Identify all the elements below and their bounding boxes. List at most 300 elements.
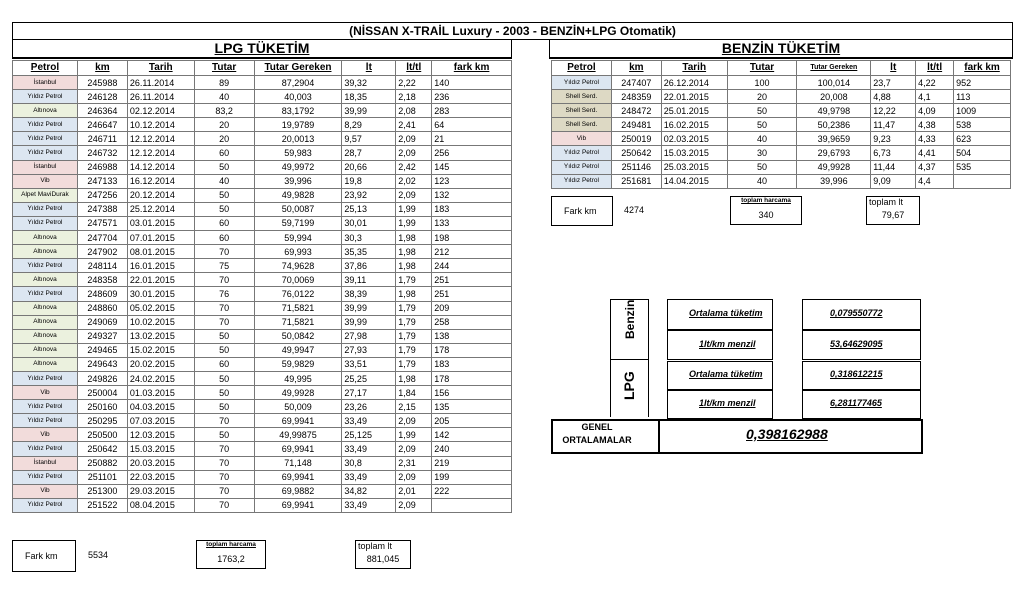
- km-cell: 248472: [611, 104, 661, 118]
- fark-cell: 132: [432, 188, 512, 202]
- tutar-cell: 60: [194, 357, 254, 371]
- tutar-cell: 50: [194, 400, 254, 414]
- km-cell: 250882: [77, 456, 127, 470]
- km-cell: 249481: [611, 118, 661, 132]
- lt-cell: 28,7: [342, 146, 396, 160]
- tarih-cell: 25.03.2015: [661, 160, 727, 174]
- lt-cell: 27,17: [342, 386, 396, 400]
- gereken-cell: 70,0069: [254, 273, 342, 287]
- ltl-cell: 2,01: [396, 484, 432, 498]
- ltl-cell: 2,08: [396, 104, 432, 118]
- tutar-cell: 60: [194, 216, 254, 230]
- km-cell: 251681: [611, 174, 661, 188]
- tarih-cell: 10.02.2015: [127, 315, 194, 329]
- station-cell: Shell Serd.: [552, 90, 612, 104]
- gereken-cell: 69,993: [254, 245, 342, 259]
- tutar-cell: 20: [194, 118, 254, 132]
- lt-cell: 19,8: [342, 174, 396, 188]
- km-cell: 246988: [77, 160, 127, 174]
- lpg-row: [13, 386, 512, 400]
- lpg-row: [13, 132, 512, 146]
- lt-cell: 11,44: [871, 160, 916, 174]
- ltl-cell: 4,33: [916, 132, 954, 146]
- gereken-cell: 59,994: [254, 231, 342, 245]
- gereken-cell: 20,008: [797, 90, 871, 104]
- fark-cell: [432, 498, 512, 512]
- fark-cell: 133: [432, 216, 512, 230]
- lt-cell: 30,8: [342, 456, 396, 470]
- tutar-cell: 20: [194, 132, 254, 146]
- tarih-cell: 25.12.2014: [127, 202, 194, 216]
- tutar-cell: 50: [194, 386, 254, 400]
- fark-cell: 140: [432, 76, 512, 90]
- lpg-toplam-harcama-value: 1763,2: [217, 554, 245, 564]
- station-cell: Yıldız Petrol: [13, 132, 78, 146]
- gereken-cell: 49,9828: [254, 188, 342, 202]
- fark-cell: 251: [432, 287, 512, 301]
- ltl-cell: 1,99: [396, 202, 432, 216]
- km-cell: 250500: [77, 428, 127, 442]
- lt-cell: 23,26: [342, 400, 396, 414]
- tutar-cell: 30: [727, 146, 797, 160]
- lpg-row: [13, 470, 512, 484]
- tutar-cell: 70: [194, 470, 254, 484]
- station-cell: Altınova: [13, 104, 78, 118]
- lpg-header-2: Tarih: [127, 61, 194, 76]
- benzin-table: [551, 60, 1011, 189]
- benzin-row: [552, 174, 1011, 188]
- lpg-row: [13, 428, 512, 442]
- lt-cell: 25,25: [342, 371, 396, 385]
- tarih-cell: 20.02.2015: [127, 357, 194, 371]
- gereken-cell: 49,995: [254, 371, 342, 385]
- benzin-header-2: Tarih: [661, 61, 727, 76]
- fark-cell: 199: [432, 470, 512, 484]
- ltl-cell: 1,98: [396, 231, 432, 245]
- fark-cell: 283: [432, 104, 512, 118]
- genel-ortalama-value: 0,398162988: [746, 426, 828, 442]
- station-cell: Yıldız Petrol: [13, 118, 78, 132]
- tarih-cell: 02.03.2015: [661, 132, 727, 146]
- ltl-cell: 1,84: [396, 386, 432, 400]
- lpg-row: [13, 245, 512, 259]
- fark-cell: 64: [432, 118, 512, 132]
- lt-cell: 8,29: [342, 118, 396, 132]
- fark-cell: [954, 174, 1011, 188]
- tarih-cell: 22.01.2015: [661, 90, 727, 104]
- ltl-cell: 1,98: [396, 287, 432, 301]
- tarih-cell: 24.02.2015: [127, 371, 194, 385]
- km-cell: 246128: [77, 90, 127, 104]
- ltl-cell: 2,09: [396, 498, 432, 512]
- summary-divider: [610, 359, 648, 360]
- benzin-fark-km-value: 4274: [624, 205, 645, 215]
- tutar-cell: 70: [194, 301, 254, 315]
- tutar-cell: 70: [194, 484, 254, 498]
- tarih-cell: 07.03.2015: [127, 414, 194, 428]
- gereken-cell: 49,99875: [254, 428, 342, 442]
- lt-cell: 27,98: [342, 329, 396, 343]
- ltl-cell: 2,22: [396, 76, 432, 90]
- benzin-header-6: lt/tl: [916, 61, 954, 76]
- gereken-cell: 50,009: [254, 400, 342, 414]
- km-cell: 250295: [77, 414, 127, 428]
- gereken-cell: 29,6793: [797, 146, 871, 160]
- tutar-cell: 40: [194, 174, 254, 188]
- tutar-cell: 50: [194, 188, 254, 202]
- station-cell: Vib: [13, 386, 78, 400]
- km-cell: 247571: [77, 216, 127, 230]
- tutar-cell: 50: [727, 118, 797, 132]
- lpg-row: [13, 231, 512, 245]
- ltl-cell: 2,02: [396, 174, 432, 188]
- km-cell: 250642: [611, 146, 661, 160]
- fark-cell: 212: [432, 245, 512, 259]
- lt-cell: 39,11: [342, 273, 396, 287]
- lpg-ort-label: Ortalama tüketim: [689, 369, 763, 379]
- benzin-toplam-harcama-value: 340: [758, 210, 774, 220]
- lt-cell: 34,82: [342, 484, 396, 498]
- km-cell: 250019: [611, 132, 661, 146]
- fark-cell: 198: [432, 231, 512, 245]
- lpg-table: [12, 60, 512, 513]
- lt-cell: 39,99: [342, 104, 396, 118]
- ltl-cell: 1,98: [396, 259, 432, 273]
- ltl-cell: 1,79: [396, 315, 432, 329]
- tutar-cell: 20: [727, 90, 797, 104]
- ltl-cell: 1,99: [396, 216, 432, 230]
- lpg-section-title: LPG TÜKETİM: [12, 39, 512, 59]
- benzin-fark-km-box: [551, 196, 613, 226]
- tutar-cell: 50: [727, 104, 797, 118]
- km-cell: 248359: [611, 90, 661, 104]
- km-cell: 248609: [77, 287, 127, 301]
- tutar-cell: 70: [194, 498, 254, 512]
- tutar-cell: 70: [194, 456, 254, 470]
- lt-cell: 30,3: [342, 231, 396, 245]
- gereken-cell: 49,9972: [254, 160, 342, 174]
- lpg-fark-km-label: Fark km: [25, 551, 58, 561]
- fark-cell: 258: [432, 315, 512, 329]
- fark-cell: 236: [432, 90, 512, 104]
- gereken-cell: 39,996: [254, 174, 342, 188]
- tutar-cell: 100: [727, 76, 797, 90]
- km-cell: 246711: [77, 132, 127, 146]
- lpg-row: [13, 400, 512, 414]
- benzin-header-4: Tutar Gereken: [797, 61, 871, 76]
- tarih-cell: 15.02.2015: [127, 343, 194, 357]
- lt-cell: 23,92: [342, 188, 396, 202]
- km-cell: 246647: [77, 118, 127, 132]
- benzin-menzil-value: 53,64629095: [830, 339, 883, 349]
- benzin-toplam-lt-label: toplam lt: [869, 197, 904, 207]
- fark-cell: 240: [432, 442, 512, 456]
- gereken-cell: 69,9941: [254, 470, 342, 484]
- station-cell: Yıldız Petrol: [13, 470, 78, 484]
- ltl-cell: 1,79: [396, 357, 432, 371]
- fark-cell: 244: [432, 259, 512, 273]
- tutar-cell: 70: [194, 245, 254, 259]
- lt-cell: 33,49: [342, 470, 396, 484]
- station-cell: Vib: [13, 174, 78, 188]
- station-cell: Altınova: [13, 329, 78, 343]
- tarih-cell: 14.12.2014: [127, 160, 194, 174]
- km-cell: 251522: [77, 498, 127, 512]
- tarih-cell: 10.12.2014: [127, 118, 194, 132]
- tarih-cell: 16.12.2014: [127, 174, 194, 188]
- gereken-cell: 76,0122: [254, 287, 342, 301]
- ltl-cell: 1,79: [396, 273, 432, 287]
- gereken-cell: 49,9947: [254, 343, 342, 357]
- km-cell: 247388: [77, 202, 127, 216]
- lt-cell: 27,93: [342, 343, 396, 357]
- gereken-cell: 69,9941: [254, 442, 342, 456]
- lt-cell: 23,7: [871, 76, 916, 90]
- fark-cell: 145: [432, 160, 512, 174]
- fark-cell: 256: [432, 146, 512, 160]
- lpg-row: [13, 259, 512, 273]
- benzin-toplam-lt-value: 79,67: [881, 210, 905, 220]
- lpg-row: [13, 287, 512, 301]
- lt-cell: 6,73: [871, 146, 916, 160]
- station-cell: Yıldız Petrol: [13, 442, 78, 456]
- fark-cell: 21: [432, 132, 512, 146]
- lt-cell: 39,32: [342, 76, 396, 90]
- station-cell: Altınova: [13, 273, 78, 287]
- fark-cell: 952: [954, 76, 1011, 90]
- fark-cell: 219: [432, 456, 512, 470]
- station-cell: Shell Serd.: [552, 118, 612, 132]
- tarih-cell: 03.01.2015: [127, 216, 194, 230]
- tutar-cell: 50: [194, 160, 254, 174]
- benzin-row: [552, 104, 1011, 118]
- lpg-row: [13, 104, 512, 118]
- ltl-cell: 4,38: [916, 118, 954, 132]
- benzin-fark-km-label: Fark km: [564, 206, 597, 216]
- km-cell: 246732: [77, 146, 127, 160]
- genel-divider: [658, 419, 660, 454]
- station-cell: İstanbul: [13, 76, 78, 90]
- ltl-cell: 2,18: [396, 90, 432, 104]
- tutar-cell: 40: [727, 132, 797, 146]
- km-cell: 246364: [77, 104, 127, 118]
- lpg-row: [13, 498, 512, 512]
- genel-ortalama-label: GENEL ORTALAMALAR: [562, 422, 632, 445]
- station-cell: Yıldız Petrol: [13, 259, 78, 273]
- lt-cell: 4,88: [871, 90, 916, 104]
- tutar-cell: 70: [194, 273, 254, 287]
- ltl-cell: 2,41: [396, 118, 432, 132]
- station-cell: Altınova: [13, 231, 78, 245]
- ltl-cell: 1,79: [396, 329, 432, 343]
- lt-cell: 39,99: [342, 315, 396, 329]
- tutar-cell: 89: [194, 76, 254, 90]
- tutar-cell: 50: [727, 160, 797, 174]
- benzin-row: [552, 146, 1011, 160]
- gereken-cell: 69,9941: [254, 414, 342, 428]
- lpg-row: [13, 188, 512, 202]
- tarih-cell: 26.11.2014: [127, 90, 194, 104]
- lpg-ort-value: 0,318612215: [830, 369, 883, 379]
- tutar-cell: 75: [194, 259, 254, 273]
- lpg-header-0: Petrol: [13, 61, 78, 76]
- lpg-header-4: Tutar Gereken: [254, 61, 342, 76]
- fark-cell: 183: [432, 202, 512, 216]
- station-cell: Yıldız Petrol: [13, 498, 78, 512]
- gereken-cell: 59,9829: [254, 357, 342, 371]
- tarih-cell: 15.03.2015: [661, 146, 727, 160]
- km-cell: 250004: [77, 386, 127, 400]
- tutar-cell: 60: [194, 146, 254, 160]
- lt-cell: 9,57: [342, 132, 396, 146]
- fark-cell: 156: [432, 386, 512, 400]
- lpg-row: [13, 146, 512, 160]
- benzin-header-0: Petrol: [552, 61, 612, 76]
- tarih-cell: 13.02.2015: [127, 329, 194, 343]
- gereken-cell: 40,003: [254, 90, 342, 104]
- tutar-cell: 70: [194, 442, 254, 456]
- lt-cell: 9,09: [871, 174, 916, 188]
- fark-cell: 178: [432, 371, 512, 385]
- ltl-cell: 1,79: [396, 301, 432, 315]
- lt-cell: 37,86: [342, 259, 396, 273]
- benzin-row: [552, 76, 1011, 90]
- tarih-cell: 01.03.2015: [127, 386, 194, 400]
- benzin-header-3: Tutar: [727, 61, 797, 76]
- station-cell: Altınova: [13, 301, 78, 315]
- tutar-cell: 40: [727, 174, 797, 188]
- lt-cell: 25,125: [342, 428, 396, 442]
- km-cell: 248358: [77, 273, 127, 287]
- lpg-menzil-label: 1lt/km menzil: [699, 398, 756, 408]
- benzin-header-5: lt: [871, 61, 916, 76]
- tarih-cell: 05.02.2015: [127, 301, 194, 315]
- lpg-row: [13, 315, 512, 329]
- ltl-cell: 4,09: [916, 104, 954, 118]
- station-cell: Alpet MaviDurak: [13, 188, 78, 202]
- lpg-header-7: fark km: [432, 61, 512, 76]
- fark-cell: 205: [432, 414, 512, 428]
- station-cell: Yıldız Petrol: [13, 287, 78, 301]
- lpg-fark-km-value: 5534: [88, 550, 109, 560]
- fark-cell: 251: [432, 273, 512, 287]
- benzin-toplam-lt-box: [866, 196, 920, 225]
- benzin-row: [552, 132, 1011, 146]
- ltl-cell: 2,09: [396, 132, 432, 146]
- lt-cell: 35,35: [342, 245, 396, 259]
- fark-cell: 113: [954, 90, 1011, 104]
- lpg-row: [13, 174, 512, 188]
- lpg-toplam-lt-box: [355, 540, 411, 569]
- tutar-cell: 40: [194, 90, 254, 104]
- gereken-cell: 20,0013: [254, 132, 342, 146]
- lpg-row: [13, 118, 512, 132]
- lpg-header-6: lt/tl: [396, 61, 432, 76]
- ltl-cell: 2,42: [396, 160, 432, 174]
- km-cell: 245988: [77, 76, 127, 90]
- benzin-row: [552, 118, 1011, 132]
- gereken-cell: 39,996: [797, 174, 871, 188]
- lt-cell: 38,39: [342, 287, 396, 301]
- gereken-cell: 49,9798: [797, 104, 871, 118]
- ltl-cell: 4,1: [916, 90, 954, 104]
- benzin-ort-label: Ortalama tüketim: [689, 308, 763, 318]
- tutar-cell: 50: [194, 329, 254, 343]
- gereken-cell: 49,9928: [254, 386, 342, 400]
- station-cell: Altınova: [13, 315, 78, 329]
- tarih-cell: 02.12.2014: [127, 104, 194, 118]
- station-cell: Yıldız Petrol: [13, 400, 78, 414]
- lpg-header-1: km: [77, 61, 127, 76]
- lpg-fark-km-box: [12, 540, 76, 572]
- lt-cell: 11,47: [871, 118, 916, 132]
- tarih-cell: 26.11.2014: [127, 76, 194, 90]
- gereken-cell: 50,0087: [254, 202, 342, 216]
- station-cell: Altınova: [13, 343, 78, 357]
- station-cell: Yıldız Petrol: [552, 160, 612, 174]
- tarih-cell: 22.03.2015: [127, 470, 194, 484]
- lpg-row: [13, 160, 512, 174]
- fark-cell: 183: [432, 357, 512, 371]
- ltl-cell: 1,79: [396, 343, 432, 357]
- lpg-header-5: lt: [342, 61, 396, 76]
- lpg-row: [13, 414, 512, 428]
- tarih-cell: 16.02.2015: [661, 118, 727, 132]
- tutar-cell: 50: [194, 202, 254, 216]
- summary-lpg-label: LPG: [621, 371, 637, 400]
- fark-cell: 135: [432, 400, 512, 414]
- lpg-row: [13, 329, 512, 343]
- ltl-cell: 2,15: [396, 400, 432, 414]
- benzin-header-1: km: [611, 61, 661, 76]
- gereken-cell: 74,9628: [254, 259, 342, 273]
- km-cell: 247704: [77, 231, 127, 245]
- tutar-cell: 70: [194, 414, 254, 428]
- ltl-cell: 1,98: [396, 371, 432, 385]
- gereken-cell: 71,5821: [254, 301, 342, 315]
- tarih-cell: 14.04.2015: [661, 174, 727, 188]
- lpg-row: [13, 442, 512, 456]
- km-cell: 248860: [77, 301, 127, 315]
- lpg-row: [13, 90, 512, 104]
- station-cell: İstanbul: [13, 160, 78, 174]
- km-cell: 249826: [77, 371, 127, 385]
- km-cell: 251101: [77, 470, 127, 484]
- fark-cell: 538: [954, 118, 1011, 132]
- lt-cell: 39,99: [342, 301, 396, 315]
- km-cell: 249643: [77, 357, 127, 371]
- tutar-cell: 83,2: [194, 104, 254, 118]
- km-cell: 250642: [77, 442, 127, 456]
- ltl-cell: 4,37: [916, 160, 954, 174]
- ltl-cell: 4,41: [916, 146, 954, 160]
- ltl-cell: 1,98: [396, 245, 432, 259]
- summary-benzin-label: Benzin: [623, 299, 637, 339]
- km-cell: 247256: [77, 188, 127, 202]
- km-cell: 250160: [77, 400, 127, 414]
- gereken-cell: 59,983: [254, 146, 342, 160]
- tutar-cell: 50: [194, 371, 254, 385]
- tutar-cell: 50: [194, 343, 254, 357]
- gereken-cell: 71,148: [254, 456, 342, 470]
- tarih-cell: 15.03.2015: [127, 442, 194, 456]
- lpg-row: [13, 216, 512, 230]
- ltl-cell: 2,09: [396, 442, 432, 456]
- tarih-cell: 08.01.2015: [127, 245, 194, 259]
- gereken-cell: 69,9941: [254, 498, 342, 512]
- lt-cell: 30,01: [342, 216, 396, 230]
- station-cell: Vib: [13, 428, 78, 442]
